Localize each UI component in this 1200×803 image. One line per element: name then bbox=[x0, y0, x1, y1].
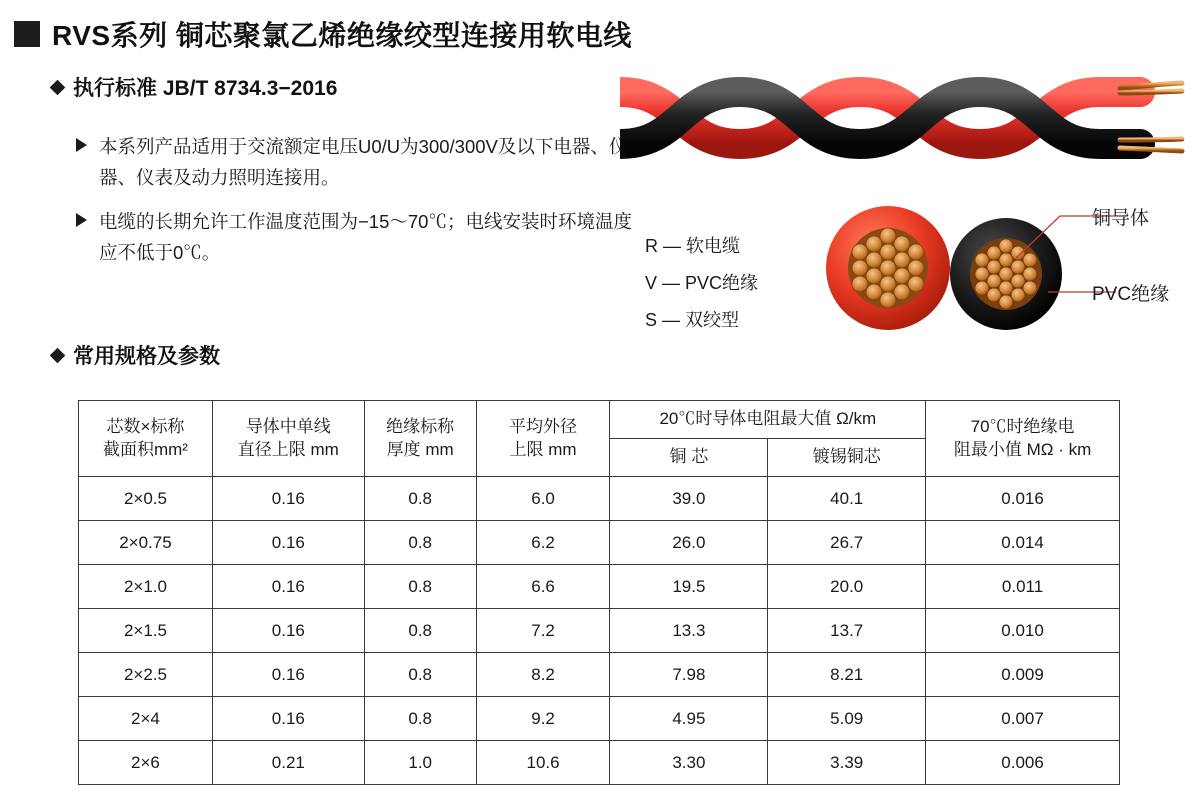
table-body bbox=[79, 477, 1120, 785]
col-header-wire-diameter bbox=[212, 401, 364, 477]
col-header-core-area-line2: 截面积mm² bbox=[102, 439, 188, 459]
cell-core-area: 2×2.5 bbox=[79, 653, 213, 697]
cell-outer-diameter: 9.2 bbox=[476, 697, 610, 741]
callout-copper-conductor: 铜导体 bbox=[1092, 208, 1150, 229]
cell-wire-diameter: 0.21 bbox=[212, 741, 364, 785]
cell-insulation-thickness: 0.8 bbox=[364, 653, 476, 697]
cell-tinned-resistance: 3.39 bbox=[768, 741, 926, 785]
cell-tinned-resistance: 20.0 bbox=[768, 565, 926, 609]
cell-wire-diameter: 0.16 bbox=[212, 609, 364, 653]
cell-insulation-resistance: 0.006 bbox=[926, 741, 1120, 785]
legend-list bbox=[645, 228, 758, 339]
col-header-insulation-thickness bbox=[364, 401, 476, 477]
page-title: RVS系列 铜芯聚氯乙烯绝缘绞型连接用软电线 bbox=[52, 20, 632, 51]
spec-table bbox=[78, 400, 1120, 785]
col-header-outer-diameter-line2: 上限 mm bbox=[509, 439, 577, 459]
cell-copper-resistance: 3.30 bbox=[610, 741, 768, 785]
col-header-core-area bbox=[79, 401, 213, 477]
cell-outer-diameter: 7.2 bbox=[476, 609, 610, 653]
cell-insulation-resistance: 0.009 bbox=[926, 653, 1120, 697]
table-row bbox=[79, 521, 1120, 565]
list-item-text: 电缆的长期允许工作温度范围为−15～70℃；电线安装时环境温度应不低于0℃。 bbox=[99, 211, 632, 263]
legend-item-s: S — 双绞型 bbox=[645, 309, 740, 330]
cell-copper-resistance: 4.95 bbox=[610, 697, 768, 741]
cell-insulation-thickness: 0.8 bbox=[364, 565, 476, 609]
cell-copper-resistance: 39.0 bbox=[610, 477, 768, 521]
cell-outer-diameter: 6.6 bbox=[476, 565, 610, 609]
spec-heading-row bbox=[52, 340, 220, 370]
col-header-insulation-resistance-70c-line1: 70℃时绝缘电 bbox=[970, 416, 1075, 436]
diamond-icon bbox=[50, 79, 66, 95]
cell-core-area: 2×0.5 bbox=[79, 477, 213, 521]
standard-heading: 执行标准 JB/T 8734.3−2016 bbox=[73, 77, 338, 100]
cell-insulation-thickness: 0.8 bbox=[364, 521, 476, 565]
col-header-wire-diameter-line1: 导体中单线 bbox=[245, 416, 331, 436]
list-item bbox=[76, 132, 636, 193]
table-row bbox=[79, 609, 1120, 653]
red-cable-cross-section bbox=[826, 206, 950, 330]
cell-core-area: 2×6 bbox=[79, 741, 213, 785]
col-header-outer-diameter-line1: 平均外径 bbox=[509, 416, 578, 436]
cell-tinned-resistance: 26.7 bbox=[768, 521, 926, 565]
cell-core-area: 2×1.0 bbox=[79, 565, 213, 609]
spec-table-wrapper bbox=[78, 400, 1120, 785]
col-header-resistance-20c: 20℃时导体电阻最大值 Ω/km bbox=[610, 401, 926, 439]
list-item bbox=[76, 207, 636, 268]
standard-heading-row bbox=[52, 72, 337, 102]
cell-copper-resistance: 26.0 bbox=[610, 521, 768, 565]
black-cable-cross-section bbox=[950, 218, 1062, 330]
twisted-cable-illustration bbox=[620, 70, 1186, 180]
legend-item-v: V — PVC绝缘 bbox=[645, 272, 759, 293]
cell-copper-resistance: 19.5 bbox=[610, 565, 768, 609]
col-header-insulation-thickness-line1: 绝缘标称 bbox=[386, 416, 455, 436]
cell-wire-diameter: 0.16 bbox=[212, 697, 364, 741]
col-header-insulation-thickness-line2: 厚度 mm bbox=[386, 439, 454, 459]
cell-wire-diameter: 0.16 bbox=[212, 521, 364, 565]
col-header-insulation-resistance-70c bbox=[926, 401, 1120, 477]
cell-core-area: 2×1.5 bbox=[79, 609, 213, 653]
table-row bbox=[79, 697, 1120, 741]
spec-heading: 常用规格及参数 bbox=[73, 345, 220, 368]
cell-wire-diameter: 0.16 bbox=[212, 565, 364, 609]
cell-outer-diameter: 6.0 bbox=[476, 477, 610, 521]
cross-section-illustration bbox=[820, 196, 1060, 336]
title-bullet-square bbox=[14, 21, 40, 47]
cell-insulation-resistance: 0.010 bbox=[926, 609, 1120, 653]
cell-insulation-thickness: 1.0 bbox=[364, 741, 476, 785]
cell-outer-diameter: 6.2 bbox=[476, 521, 610, 565]
cell-tinned-resistance: 40.1 bbox=[768, 477, 926, 521]
cell-wire-diameter: 0.16 bbox=[212, 477, 364, 521]
cell-insulation-thickness: 0.8 bbox=[364, 609, 476, 653]
cell-tinned-resistance: 8.21 bbox=[768, 653, 926, 697]
table-head bbox=[79, 401, 1120, 477]
col-header-outer-diameter bbox=[476, 401, 610, 477]
cell-insulation-resistance: 0.016 bbox=[926, 477, 1120, 521]
col-header-tinned-copper-core: 镀锡铜芯 bbox=[768, 439, 926, 477]
cell-copper-resistance: 13.3 bbox=[610, 609, 768, 653]
cell-insulation-resistance: 0.007 bbox=[926, 697, 1120, 741]
table-row bbox=[79, 653, 1120, 697]
cell-tinned-resistance: 13.7 bbox=[768, 609, 926, 653]
cell-insulation-resistance: 0.014 bbox=[926, 521, 1120, 565]
table-row bbox=[79, 477, 1120, 521]
cell-core-area: 2×4 bbox=[79, 697, 213, 741]
triangle-bullet-icon bbox=[76, 213, 87, 227]
cell-wire-diameter: 0.16 bbox=[212, 653, 364, 697]
table-header-row-1 bbox=[79, 401, 1120, 439]
col-header-insulation-resistance-70c-line2: 阻最小值 MΩ · km bbox=[953, 439, 1092, 459]
cell-insulation-thickness: 0.8 bbox=[364, 477, 476, 521]
table-row bbox=[79, 565, 1120, 609]
page-title-row bbox=[14, 14, 632, 54]
cell-outer-diameter: 8.2 bbox=[476, 653, 610, 697]
triangle-bullet-icon bbox=[76, 138, 87, 152]
diamond-icon bbox=[50, 347, 66, 363]
cell-tinned-resistance: 5.09 bbox=[768, 697, 926, 741]
table-row bbox=[79, 741, 1120, 785]
col-header-copper-core: 铜 芯 bbox=[610, 439, 768, 477]
legend-item-r: R — 软电缆 bbox=[645, 236, 741, 256]
cell-insulation-thickness: 0.8 bbox=[364, 697, 476, 741]
list-item-text: 本系列产品适用于交流额定电压U0/U为300/300V及以下电器、仪器、仪表及动力照明连接用。 bbox=[99, 136, 628, 188]
cell-insulation-resistance: 0.011 bbox=[926, 565, 1120, 609]
cell-core-area: 2×0.75 bbox=[79, 521, 213, 565]
cell-outer-diameter: 10.6 bbox=[476, 741, 610, 785]
col-header-wire-diameter-line2: 直径上限 mm bbox=[237, 439, 339, 459]
col-header-core-area-line1: 芯数×标称 bbox=[106, 416, 185, 436]
callout-pvc-insulation: PVC绝缘 bbox=[1092, 284, 1170, 305]
cell-copper-resistance: 7.98 bbox=[610, 653, 768, 697]
description-list bbox=[76, 132, 636, 282]
